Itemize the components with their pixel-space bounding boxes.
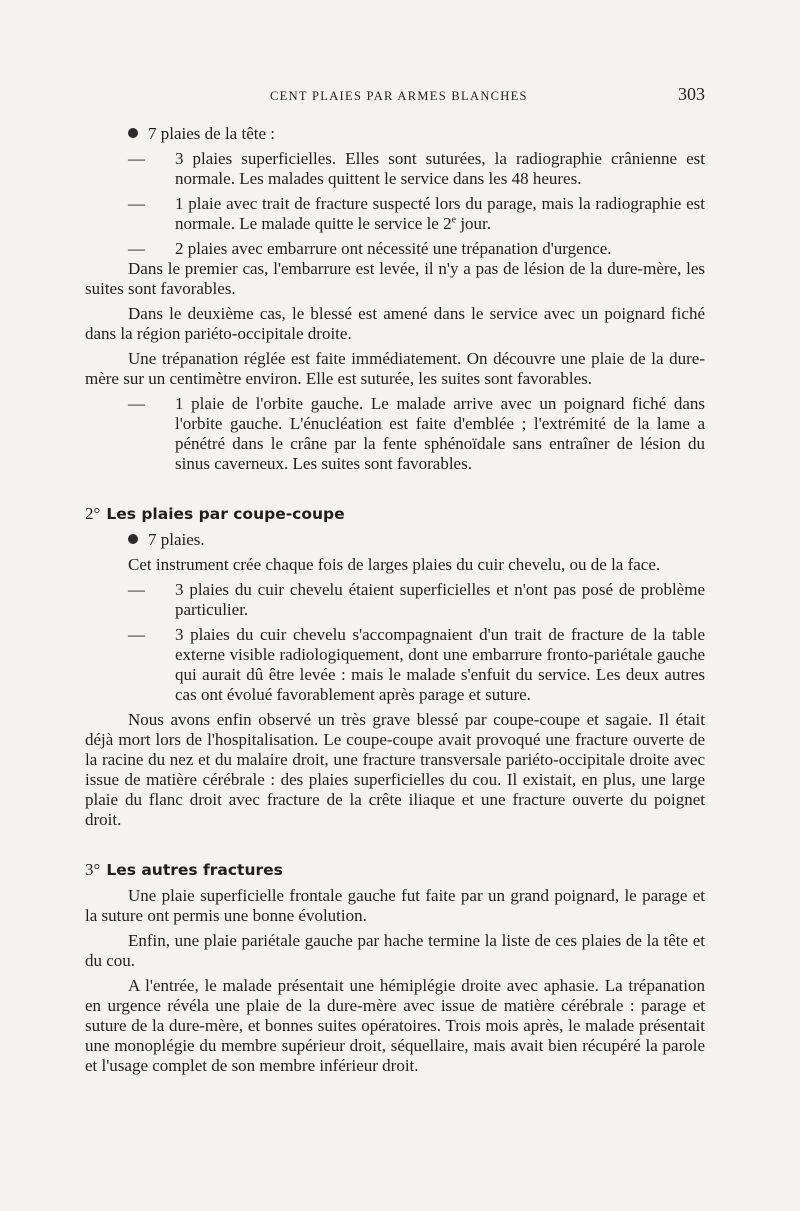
paragraph: Cet instrument crée chaque fois de larges plaies du cuir chevelu, ou de la face.	[128, 555, 661, 574]
bullet-coupe-coupe: 7 plaies.	[85, 530, 705, 550]
dash-icon: —	[128, 194, 145, 213]
list-item: — 2 plaies avec embarrure ont nécessité une trépanation d'urgence.	[128, 239, 612, 258]
paragraph: Dans le premier cas, l'embarrure est levée, il n'y a pas de lésion de la dure-mère, les suites sont favorables.	[85, 259, 705, 298]
paragraph: Une plaie superficielle frontale gauche fut faite par un grand poignard, le parage et la suture ont permis une bonne évolution.	[85, 886, 705, 925]
dash-icon: —	[128, 625, 145, 644]
list-item: — 1 plaie avec trait de fracture suspecté lors du parage, mais la radiographie est normale. Le malade quitte le service le 2e jour.	[128, 194, 705, 233]
bullet-head-wounds: 7 plaies de la tête :	[85, 124, 705, 144]
dash-icon: —	[128, 239, 145, 258]
list-item: — 3 plaies superficielles. Elles sont suturées, la radiographie crânienne est normale. Les malades quittent le service dans les 48 heures.	[128, 149, 705, 188]
dash-icon: —	[128, 580, 145, 599]
running-title: CENT PLAIES PAR ARMES BLANCHES	[270, 89, 528, 103]
page-number: 303	[678, 84, 705, 104]
running-head	[85, 86, 705, 106]
bullet-icon	[128, 128, 138, 138]
dash-icon: —	[128, 149, 145, 168]
bullet-icon	[128, 534, 138, 544]
paragraph: Une trépanation réglée est faite immédiatement. On découvre une plaie de la dure-mère sur un centimètre environ. Elle est suturée, les suites sont favorables.	[85, 349, 705, 388]
list-item: — 3 plaies du cuir chevelu étaient superficielles et n'ont pas posé de problème particulier.	[128, 580, 705, 619]
paragraph: Enfin, une plaie pariétale gauche par hache termine la liste de ces plaies de la tête et du cou.	[85, 931, 705, 970]
section-heading: 3° Les autres fractures	[85, 860, 283, 879]
section-heading: 2° Les plaies par coupe-coupe	[85, 504, 345, 523]
body-text	[85, 124, 705, 1076]
paragraph: A l'entrée, le malade présentait une hémiplégie droite avec aphasie. La trépanation en urgence révéla une plaie de la dure-mère avec issue de matière cérébrale : parage et suture de la dure-mère, et bonnes suites opératoires. Trois mois après, le malade présentait une monoplégie du membre supérieur droit, séquellaire, mais avait bien récupéré la parole et l'usage complet de son membre inférieur droit.	[85, 976, 705, 1075]
list-item: — 1 plaie de l'orbite gauche. Le malade arrive avec un poignard fiché dans l'orbite gauche. L'énucléation est faite d'emblée ; l'extrémité de la lame a pénétré dans le crâne par la fente sphénoïdale sans entraîner de lésion du sinus caverneux. Les suites sont favorables.	[128, 394, 705, 473]
dash-icon: —	[128, 394, 145, 413]
paragraph: Nous avons enfin observé un très grave blessé par coupe-coupe et sagaie. Il était déjà mort lors de l'hospitalisation. Le coupe-coupe avait provoqué une fracture ouverte de la racine du nez et du malaire droit, une fracture transversale pariéto-occipitale droite avec issue de matière cérébrale : des plaies superficielles du cou. Il existait, en plus, une large plaie du flanc droit avec fracture de la crête iliaque et une fracture ouverte du poignet droit.	[85, 710, 705, 829]
list-item: — 3 plaies du cuir chevelu s'accompagnaient d'un trait de fracture de la table externe visible radiologiquement, dont une embarrure fronto-pariétale gauche qui aurait dû être levée : mais le malade s'enfuit du service. Les deux autres cas ont évolué favorablement après parage et suture.	[128, 625, 705, 704]
paragraph: Dans le deuxième cas, le blessé est amené dans le service avec un poignard fiché dans la région pariéto-occipitale droite.	[85, 304, 705, 343]
